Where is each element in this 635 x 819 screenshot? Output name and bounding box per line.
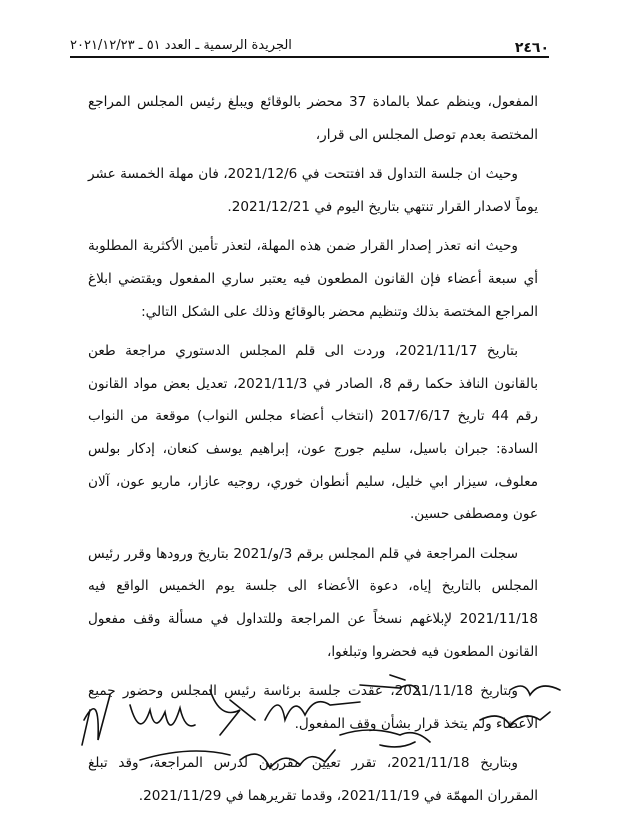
paragraph: المفعول، وينظم عملا بالمادة 37 محضر بالوقائع ويبلغ رئيس المجلس المراجع المختصة بعدم توصل المجلس الى قرار، bbox=[88, 94, 538, 143]
signature-4 bbox=[265, 702, 360, 720]
signature-7 bbox=[480, 712, 550, 725]
signature-5 bbox=[360, 675, 420, 695]
signatures bbox=[70, 650, 590, 790]
paragraph: سجلت المراجعة في قلم المجلس برقم 3/و/2021 بتاريخ ورودها وقرر رئيس المجلس بالتاريخ إياه، دعوة الأعضاء الى جلسة يوم الخميس الواقع فيه 2021/11/18 لإبلاغهم نسخاً عن المراجعة وللتداول في مسألة وقف مفعول القانون المطعون فيه فحضروا وتبلغوا، bbox=[88, 545, 538, 660]
paragraph: وحيث انه تعذر إصدار القرار ضمن هذه المهلة، لتعذر تأمين الأكثرية المطلوبة أي سبعة أعضاء فإن القانون المطعون فيه يعتبر ساري المفعول ويقتضي ابلاغ المراجع المختصة بذلك وتنظيم محضر بالوقائع وذلك على الشكل التالي: bbox=[88, 238, 538, 320]
signature-3 bbox=[210, 690, 255, 735]
signature-10 bbox=[140, 751, 230, 760]
paragraph: بتاريخ 2021/11/17، وردت الى قلم المجلس الدستوري مراجعة طعن بالقانون النافذ حكما رقم 8، الصادر في 2021/11/3، تعديل بعض مواد القانون رقم 44 تاريخ 2017/6/17 (انتخاب أعضاء مجلس النواب) موقعة من النواب السادة: جبران باسيل، سليم جورج عون، إبراهيم يوسف كنعان، إدكار بولس معلوف، سيزار ابي خليل، سليم أنطوان خوري، روجيه عازار، ماريو عون، آلان عون ومصطفى حسين. bbox=[88, 343, 538, 523]
paragraph: وبتاريخ 2021/11/18، تقرر تعيين مقررين لدرس المراجعة، وقد تبلغ المقرران المهمّة في 2021/11/19، وقدما تقريرهما في 2021/11/29. bbox=[88, 755, 538, 804]
page-header bbox=[70, 36, 549, 58]
signature-6 bbox=[510, 686, 560, 695]
page-number: ٢٤٦٠ bbox=[514, 40, 549, 56]
signature-2 bbox=[130, 705, 195, 726]
signature-9 bbox=[240, 750, 335, 768]
signature-1 bbox=[82, 695, 110, 745]
paragraph: وحيث ان جلسة التداول قد افتتحت في 2021/12/6، فان مهلة الخمسة عشر يوماً لاصدار القرار تنتهي بتاريخ اليوم في 2021/12/21. bbox=[88, 166, 538, 215]
paragraph: وبتاريخ 2021/11/18، عقدت جلسة برئاسة رئيس المجلس وحضور جميع الأعضاء ولم يتخذ قرار بشأن وقف المفعول. bbox=[88, 683, 538, 732]
signature-8 bbox=[340, 730, 430, 747]
issue-line: الجريدة الرسمية ـ العدد ٥١ ـ ٢٠٢١/١٢/٢٣ bbox=[70, 38, 292, 53]
